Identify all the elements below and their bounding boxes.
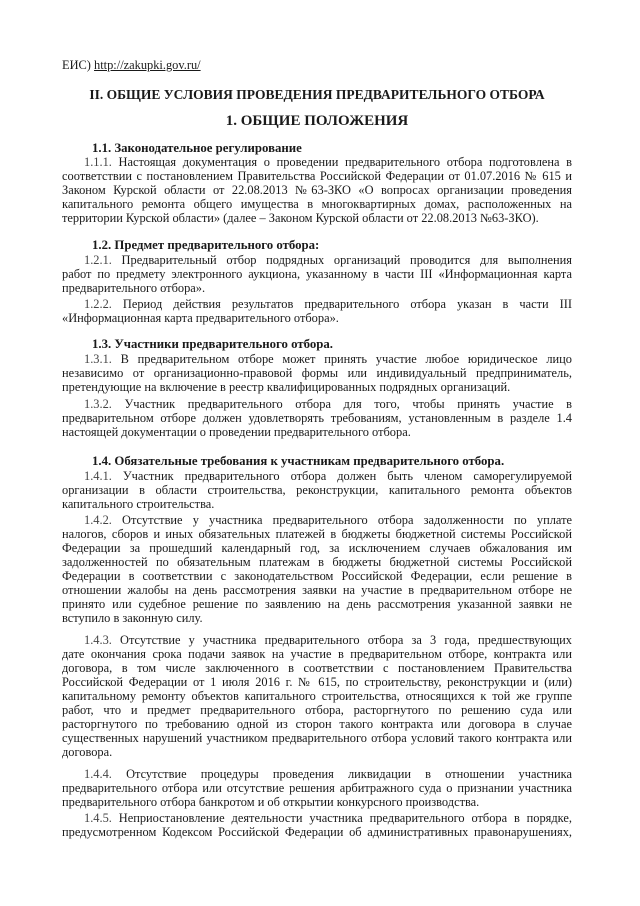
paragraph-line: 1.2.1. Предварительный отбор подрядных организаций проводится для выполнения: [84, 253, 572, 267]
paragraph-line: территории Курской области» (далее – Законом Курской области от 22.08.2013 №63-ЗКО).: [62, 211, 539, 225]
paragraph-number: 1.4.3.: [84, 633, 112, 647]
paragraph-line: 1.4.2. Отсутствие у участника предварительного отбора задолженности по уплате: [84, 513, 572, 527]
paragraph-line: 1.4.4. Отсутствие процедуры проведения ликвидации в отношении участника: [84, 767, 572, 781]
paragraph-line: расторгнутого по требованию одной из сторон такого контракта или договора в случае: [62, 717, 572, 731]
paragraph-line: работ, что и предмет предварительного отбора, расторгнутого по решению суда или: [62, 703, 572, 717]
paragraph-line: принято или судебное решение по заявлению на день рассмотрения указанной заявки не: [62, 597, 572, 611]
paragraph-line: претендующие на включение в реестр квалифицированных подрядных организаций.: [62, 380, 511, 394]
paragraph-line: капитального строительства.: [62, 497, 215, 511]
paragraph-line: договора.: [62, 745, 113, 759]
paragraph-number: 1.1.1.: [84, 155, 112, 169]
paragraph-line: независимо от организационно-правовой формы или индивидуальный предприниматель,: [62, 366, 572, 380]
paragraph-line: налогов, сборов и иных обязательных платежей в бюджеты бюджетной системы Российской: [62, 527, 572, 541]
eis-prefix: ЕИС): [62, 58, 91, 72]
paragraph-line: предварительного отбора или отсутствие решения арбитражного суда о признании участника: [62, 781, 572, 795]
eis-reference: [62, 58, 201, 73]
paragraph-line: дате окончания срока подачи заявок на участие в предварительном отборе, контракта или: [62, 647, 572, 661]
subsection-heading: 1.1. Законодательное регулирование: [92, 141, 302, 155]
subsection-heading: 1.2. Предмет предварительного отбора:: [92, 238, 320, 252]
paragraph-number: 1.3.1.: [84, 352, 112, 366]
paragraph-number: 1.4.2.: [84, 513, 112, 527]
paragraph-number: 1.3.2.: [84, 397, 112, 411]
paragraph-line: отношении жалобы на день рассмотрения заявки на участие в предварительном отборе не: [62, 583, 572, 597]
paragraph-line: «Информационная карта предварительного отбора».: [62, 311, 339, 325]
section-title: II. ОБЩИЕ УСЛОВИЯ ПРОВЕДЕНИЯ ПРЕДВАРИТЕЛЬНОГО ОТБОРА: [89, 87, 545, 102]
paragraph-line: предварительного отбора».: [62, 281, 206, 295]
paragraph-line: капитальному ремонту объектов капитального строительства, относящихся к той же группе: [62, 689, 572, 703]
paragraph-line: предусмотренном Кодексом Российской Федерации об административных правонарушениях,: [62, 825, 572, 839]
paragraph-line: задолженностей по обязательным платежам в бюджеты бюджетной системы Российской: [62, 555, 572, 569]
paragraph-number: 1.2.1.: [84, 253, 112, 267]
zakupki-link[interactable]: http://zakupki.gov.ru/: [94, 58, 201, 72]
paragraph-number: 1.4.1.: [84, 469, 112, 483]
paragraph-line: капитального ремонта общего имущества в многоквартирных домах, расположенных на: [62, 197, 572, 211]
paragraph-line: соответствии с постановлением Правительства Российской Федерации от 01.07.2016 № 615 и: [62, 169, 572, 183]
paragraph-line: 1.4.5. Неприостановление деятельности участника предварительного отбора в порядке,: [84, 811, 572, 825]
paragraph-number: 1.4.5.: [84, 811, 112, 825]
paragraph-line: вступило в законную силу.: [62, 611, 203, 625]
paragraph-line: 1.4.1. Участник предварительного отбора должен быть членом саморегулируемой: [84, 469, 572, 483]
paragraph-line: Федерации в соответствии с законодательством Российской Федерации, если решение в: [62, 569, 572, 583]
paragraph-line: 1.3.2. Участник предварительного отбора для того, чтобы принять участие в: [84, 397, 572, 411]
subsection-heading: 1.4. Обязательные требования к участникам предварительного отбора.: [92, 454, 505, 468]
paragraph-line: 1.4.3. Отсутствие у участника предварительного отбора за 3 года, предшествующих: [84, 633, 572, 647]
paragraph-number: 1.4.4.: [84, 767, 112, 781]
paragraph-line: Федерации за прошедший календарный год, за исключением случаев обжалования им: [62, 541, 572, 555]
paragraph-line: Законом Курской области от 22.08.2013 №63-ЗКО «О вопросах организации проведения: [62, 183, 572, 197]
paragraph-line: 1.3.1. В предварительном отборе может принять участие любое юридическое лицо: [84, 352, 572, 366]
paragraph-line: 1.1.1. Настоящая документация о проведении предварительного отбора подготовлена в: [84, 155, 572, 169]
chapter-title: 1. ОБЩИЕ ПОЛОЖЕНИЯ: [225, 113, 409, 129]
paragraph-line: организации в области строительства, реконструкции, капитального ремонта объектов: [62, 483, 572, 497]
paragraph-line: работ по предмету электронного аукциона, указанному в части III «Информационная карта: [62, 267, 572, 281]
paragraph-line: настоящей документации о проведении предварительного отбора.: [62, 425, 411, 439]
subsection-heading: 1.3. Участники предварительного отбора.: [92, 337, 333, 351]
paragraph-line: договора, в том числе заключенного в соответствии с постановлением Правительства: [62, 661, 572, 675]
paragraph-line: Российской Федерации от 1 июля 2016 г. № 615, по строительству, реконструкции и (или): [62, 675, 572, 689]
paragraph-line: существенных нарушений участником предварительного отбора условий такого контракта или: [62, 731, 572, 745]
paragraph-line: предварительного отбора банкротом и об открытии конкурсного производства.: [62, 795, 480, 809]
paragraph-number: 1.2.2.: [84, 297, 112, 311]
paragraph-line: 1.2.2. Период действия результатов предварительного отбора указан в части III: [84, 297, 572, 311]
paragraph-line: предварительном отборе должен удовлетворять требованиям, установленным в разделе 1.4: [62, 411, 572, 425]
